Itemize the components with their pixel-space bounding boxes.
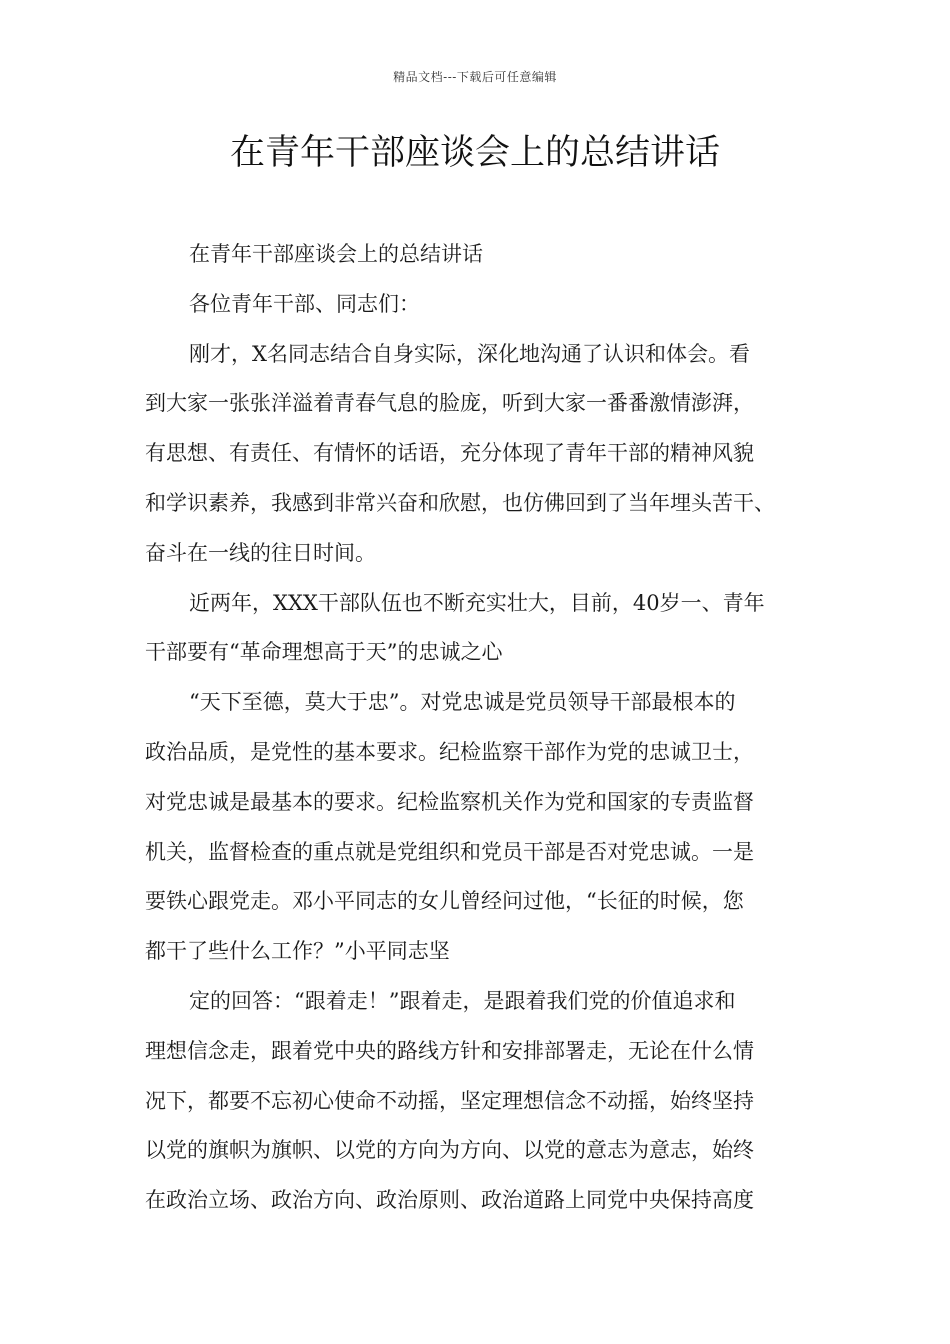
paragraph-line: 各位青年干部、同志们： bbox=[189, 291, 420, 316]
paragraph-line: 都干了些什么工作？”小平同志坚 bbox=[145, 939, 450, 964]
paragraph-line: 政治品质，是党性的基本要求。纪检监察干部作为党的忠诚卫士， bbox=[145, 739, 754, 764]
paragraph-line: “天下至德，莫大于忠”。对党忠诚是党员领导干部最根本的 bbox=[189, 690, 736, 715]
paragraph-line: 要铁心跟党走。邓小平同志的女儿曾经问过他，“长征的时候，您 bbox=[145, 889, 744, 914]
header-note: 精品文档---下载后可任意编辑 bbox=[393, 70, 557, 84]
paragraph-line: 况下，都要不忘初心使命不动摇，坚定理想信念不动摇，始终坚持 bbox=[145, 1088, 754, 1113]
paragraph-line: 干部要有“革命理想高于天”的忠诚之心 bbox=[145, 640, 503, 665]
paragraph-line: 到大家一张张洋溢着青春气息的脸庞，听到大家一番番激情澎湃， bbox=[145, 391, 754, 416]
paragraph-line: 和学识素养，我感到非常兴奋和欣慰，也仿佛回到了当年埋头苦干、 bbox=[145, 490, 775, 515]
paragraph-line: 刚才，X名同志结合自身实际，深化地沟通了认识和体会。看 bbox=[189, 341, 750, 366]
paragraph-line: 奋斗在一线的往日时间。 bbox=[145, 540, 376, 565]
paragraph-line: 有思想、有责任、有情怀的话语，充分体现了青年干部的精神风貌 bbox=[145, 441, 754, 466]
document-title: 在青年干部座谈会上的总结讲话 bbox=[229, 133, 720, 173]
paragraph-line: 以党的旗帜为旗帜、以党的方向为方向、以党的意志为意志，始终 bbox=[145, 1138, 754, 1163]
paragraph-line: 在青年干部座谈会上的总结讲话 bbox=[189, 242, 483, 266]
paragraph-line: 机关，监督检查的重点就是党组织和党员干部是否对党忠诚。一是 bbox=[145, 839, 754, 864]
paragraph-line: 近两年，XXX干部队伍也不断充实壮大，目前，40岁一、青年 bbox=[189, 590, 765, 615]
document-body bbox=[145, 230, 825, 1226]
paragraph-line: 在政治立场、政治方向、政治原则、政治道路上同党中央保持高度 bbox=[145, 1188, 754, 1213]
paragraph-line: 定的回答：“跟着走！”跟着走，是跟着我们党的价值追求和 bbox=[189, 988, 736, 1013]
paragraph-line: 对党忠诚是最基本的要求。纪检监察机关作为党和国家的专责监督 bbox=[145, 789, 754, 814]
paragraph-line: 理想信念走，跟着党中央的路线方针和安排部署走，无论在什么情 bbox=[145, 1038, 754, 1063]
